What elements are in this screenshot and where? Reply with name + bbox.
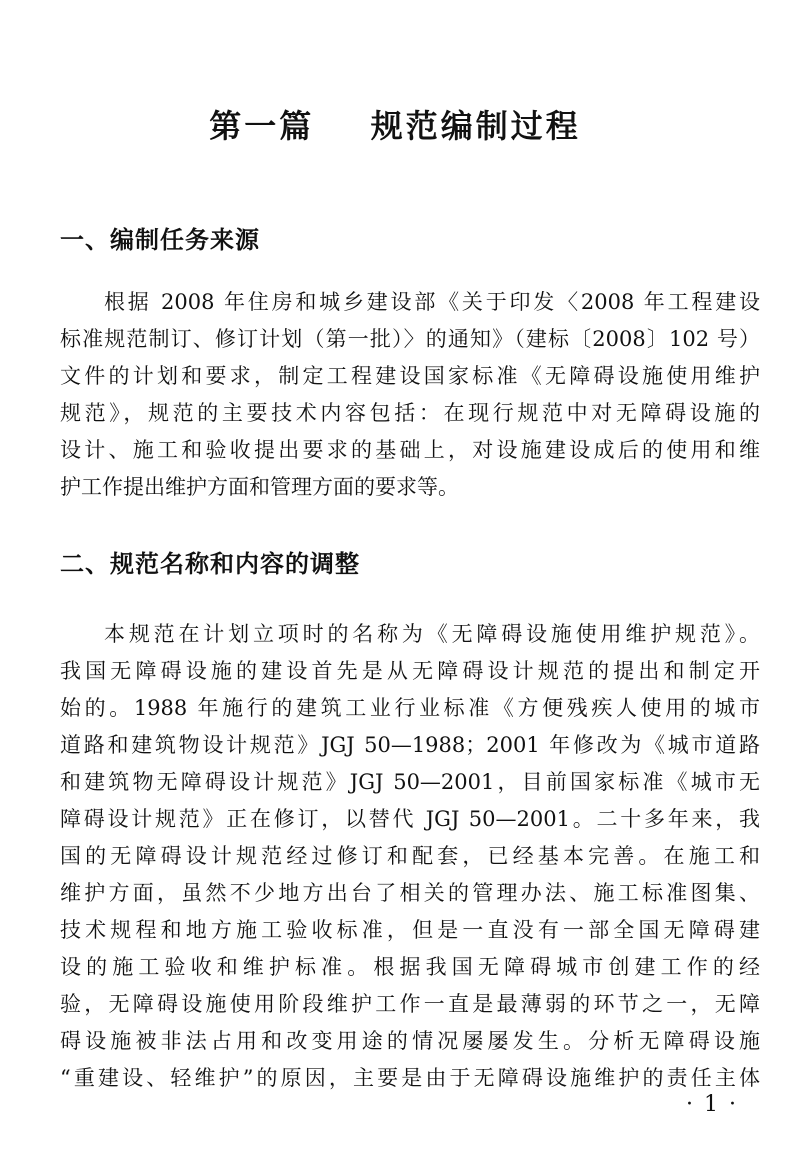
paragraph-line: 障碍设计规范》正在修订，以替代 JGJ 50—2001。二十多年来，我 [60, 807, 760, 831]
paragraph-line: 碍设施被非法占用和改变用途的情况屡屡发生。分析无障碍设施 [60, 1029, 760, 1053]
section-body-task-source [60, 284, 760, 506]
paragraph-line: 根据 2008 年住房和城乡建设部《关于印发〈2008 年工程建设 [104, 290, 760, 314]
paragraph-line: 技术规程和地方施工验收标准，但是一直没有一部全国无障碍建 [60, 918, 760, 942]
paragraph-line: 国的无障碍设计规范经过修订和配套，已经基本完善。在施工和 [60, 844, 760, 868]
paragraph-line: 设的施工验收和维护标准。根据我国无障碍城市创建工作的经 [60, 955, 760, 979]
paragraph-line: 护工作提出维护方面和管理方面的要求等。 [60, 475, 459, 499]
paragraph-line: 本规范在计划立项时的名称为《无障碍设施使用维护规范》。 [104, 622, 760, 646]
paragraph-line: 道路和建筑物设计规范》JGJ 50—1988；2001 年修改为《城市道路 [60, 733, 760, 757]
paragraph-line: 始的。1988 年施行的建筑工业行业标准《方便残疾人使用的城市 [60, 696, 760, 720]
section-heading-name-adjustment: 二、规范名称和内容的调整 [60, 550, 360, 578]
paragraph-line: 和建筑物无障碍设计规范》JGJ 50—2001，目前国家标准《城市无 [60, 770, 760, 794]
section-heading-task-source: 一、编制任务来源 [60, 226, 260, 254]
paragraph-line: 文件的计划和要求，制定工程建设国家标准《无障碍设施使用维护 [60, 364, 760, 388]
paragraph-line: 标准规范制订、修订计划（第一批）〉的通知》（建标〔2008〕102 号） [60, 327, 760, 351]
chapter-title: 第一篇 规范编制过程 [209, 107, 581, 145]
paragraph-line: 验，无障碍设施使用阶段维护工作一直是最薄弱的环节之一，无障 [60, 992, 760, 1016]
paragraph-line: “重建设、轻维护”的原因，主要是由于无障碍设施维护的责任主体 [60, 1066, 760, 1090]
paragraph-line: 设计、施工和验收提出要求的基础上，对设施建设成后的使用和维 [60, 438, 760, 462]
paragraph-line: 规范》，规范的主要技术内容包括：在现行规范中对无障碍设施的 [60, 401, 760, 425]
paragraph-line: 维护方面，虽然不少地方出台了相关的管理办法、施工标准图集、 [60, 881, 760, 905]
page-number: · 1 · [686, 1092, 738, 1117]
section-body-name-adjustment [60, 616, 760, 1097]
paragraph-line: 我国无障碍设施的建设首先是从无障碍设计规范的提出和制定开 [60, 659, 760, 683]
